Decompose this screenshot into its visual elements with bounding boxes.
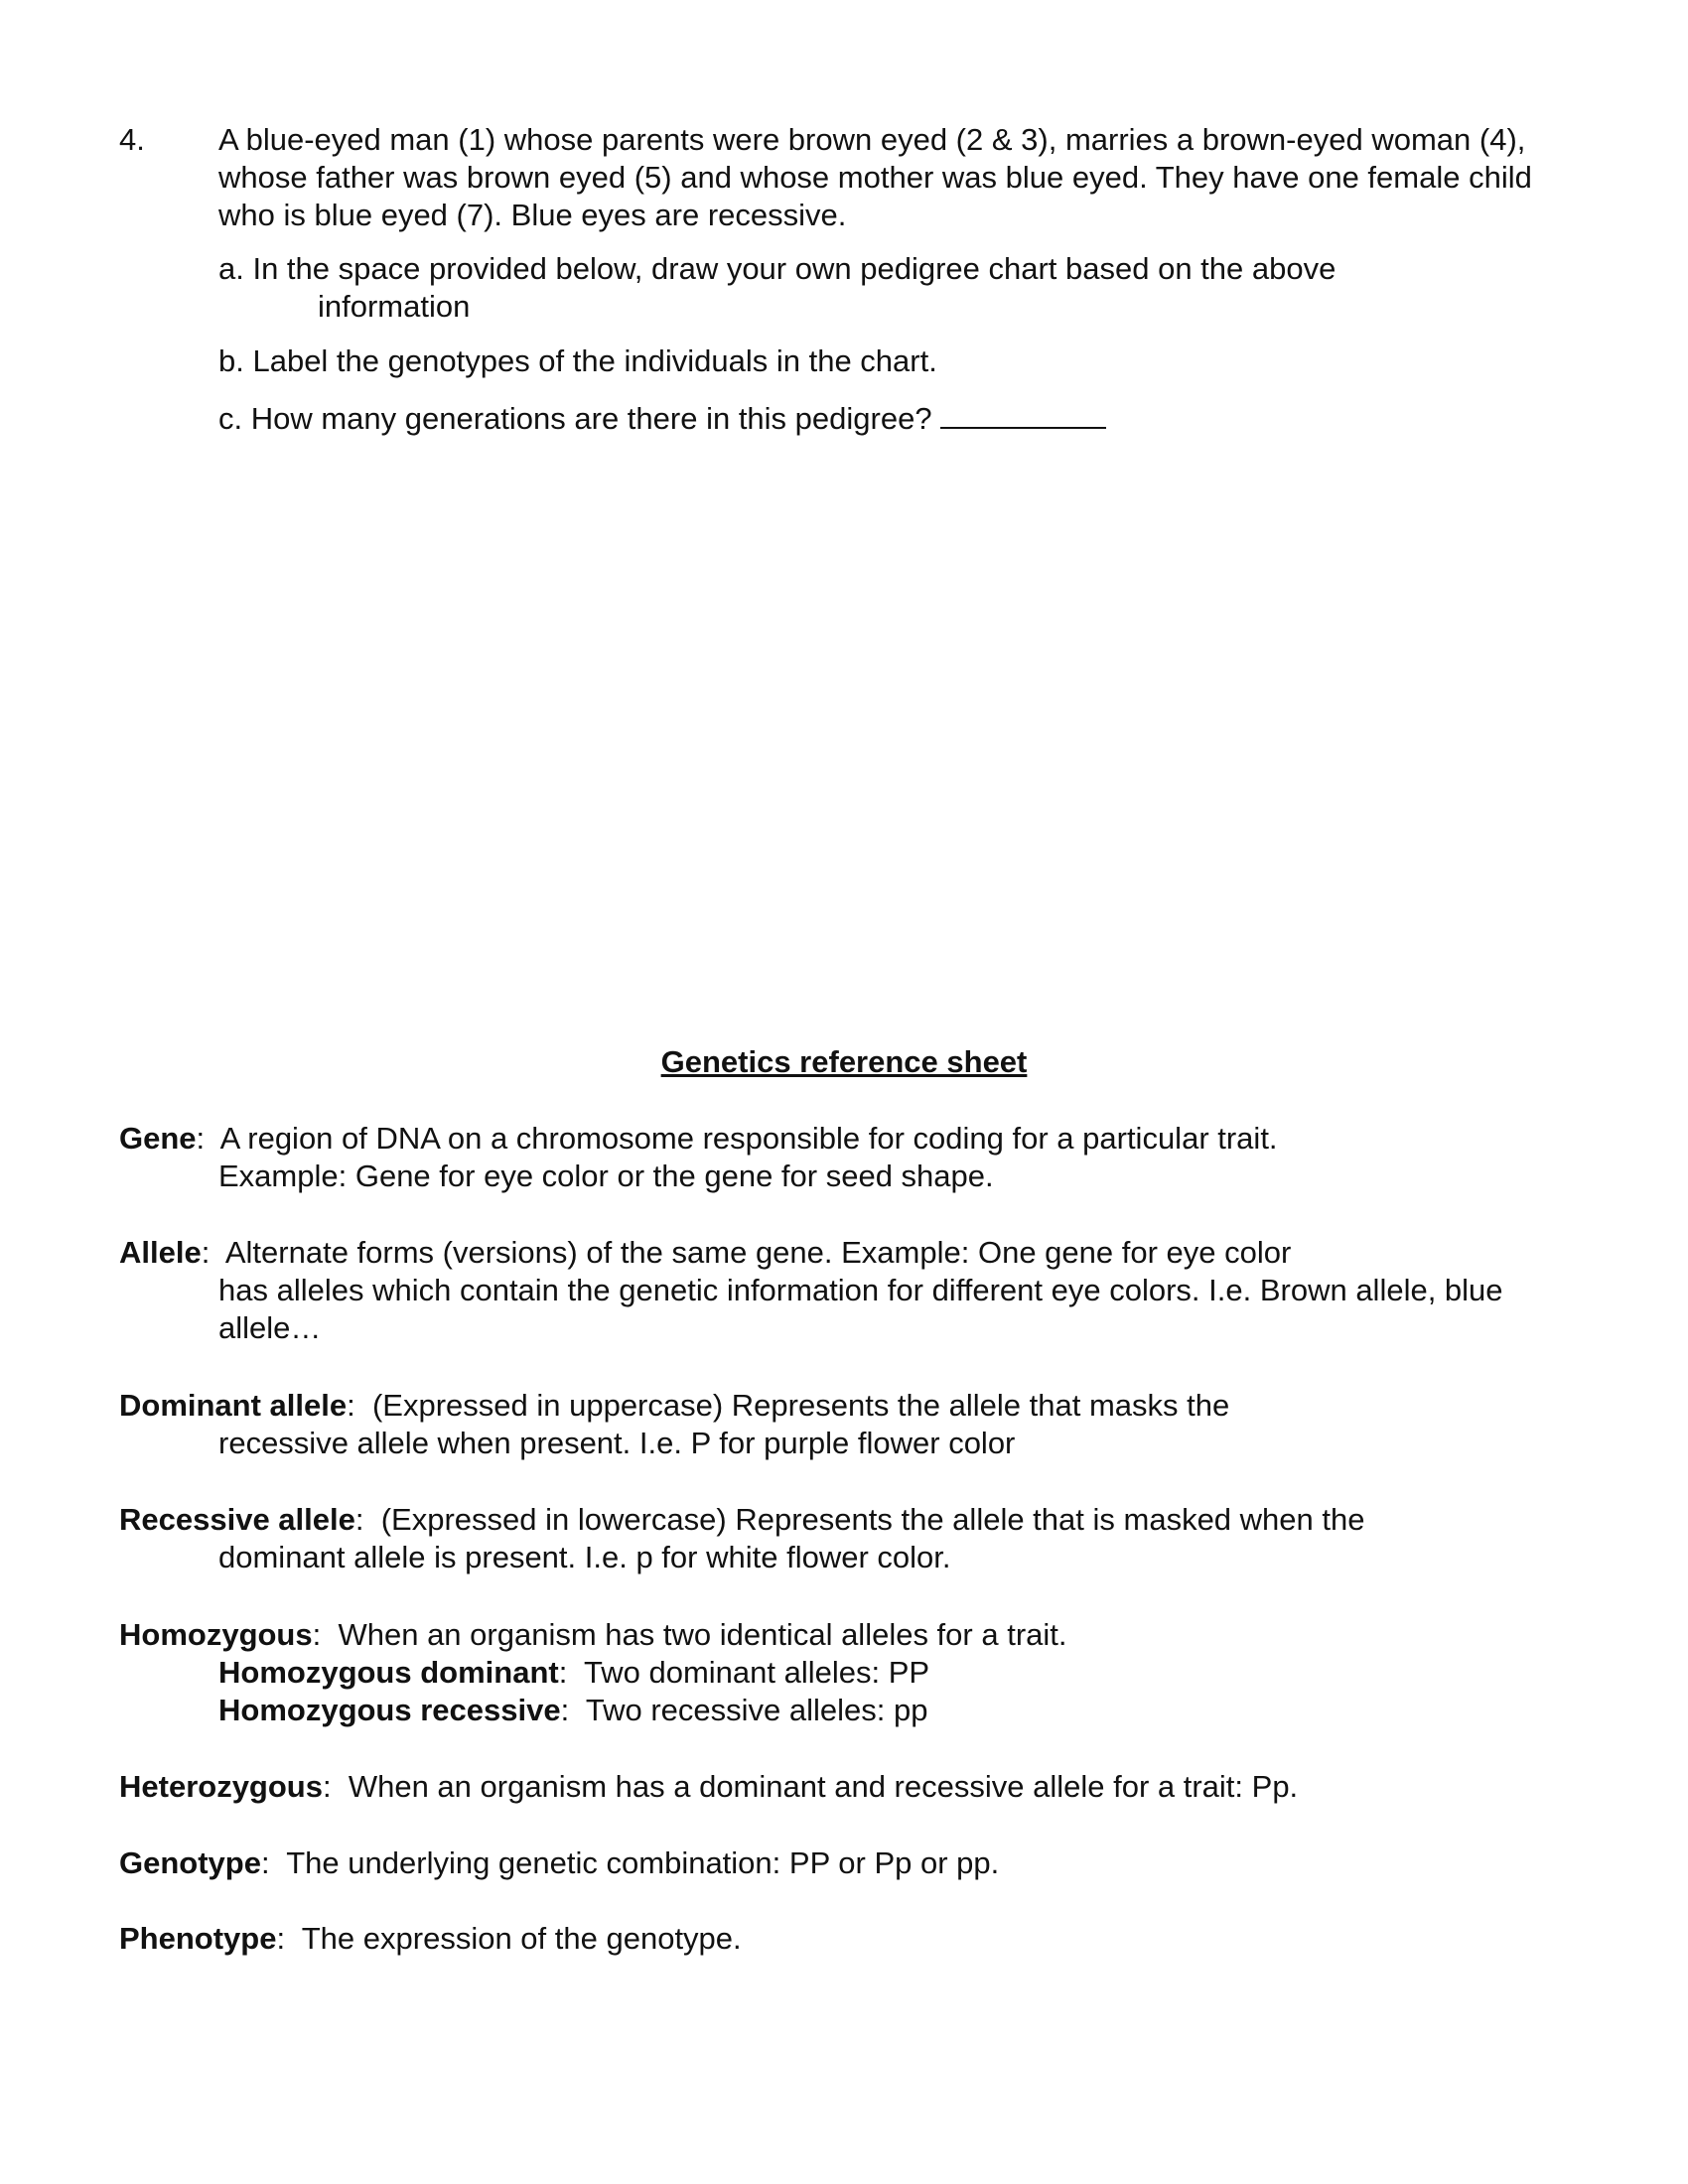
subterm-definition: Two recessive alleles: pp — [585, 1693, 928, 1727]
part-a-continuation: information — [318, 289, 471, 324]
term-label: Homozygous — [119, 1617, 313, 1652]
definition-heterozygous: Heterozygous: When an organism has a dominant and recessive allele for a trait: Pp. — [119, 1769, 1299, 1804]
term-label: Genotype — [119, 1845, 261, 1880]
term-definition: When an organism has two identical alleles for a trait. — [338, 1617, 1067, 1652]
term-label: Gene — [119, 1121, 197, 1156]
reference-title: Genetics reference sheet — [660, 1044, 1028, 1079]
answer-blank[interactable] — [940, 397, 1106, 429]
term-label: Allele — [119, 1235, 202, 1270]
term-continuation: dominant allele is present. I.e. p for white flower color. — [218, 1540, 951, 1574]
question-number: 4. — [119, 122, 145, 157]
subterm-label: Homozygous dominant — [218, 1655, 559, 1690]
question-stem: A blue-eyed man (1) whose parents were brown eyed (2 & 3), marries a brown-eyed woman (4), whose father was brown eyed (5) and whose mother was blue eyed. They have one female child who is blue eyed (7). Blue eyes are recessive. — [218, 122, 1532, 232]
term-continuation: has alleles which contain the genetic information for different eye colors. I.e. Brown allele, blue allele… — [218, 1273, 1503, 1345]
term-label: Phenotype — [119, 1921, 277, 1956]
term-example: Example: Gene for eye color or the gene for seed shape. — [218, 1159, 994, 1193]
term-definition: The underlying genetic combination: PP or Pp or pp. — [286, 1845, 1000, 1880]
term-label: Heterozygous — [119, 1769, 323, 1804]
part-a-text: a. In the space provided below, draw your own pedigree chart based on the above — [218, 251, 1336, 286]
term-definition: The expression of the genotype. — [301, 1921, 742, 1956]
term-definition: A region of DNA on a chromosome responsible for coding for a particular trait. — [219, 1121, 1278, 1156]
definition-dominant-allele: Dominant allele: (Expressed in uppercase) Represents the allele that masks the recessive allele when present. I.e. P for purple flower color — [119, 1387, 1589, 1462]
definition-phenotype: Phenotype: The expression of the genotype. — [119, 1921, 742, 1956]
pedigree-drawing-space[interactable] — [218, 467, 1470, 1003]
term-definition: Alternate forms (versions) of the same gene. Example: One gene for eye color — [224, 1235, 1292, 1270]
subterm-definition: Two dominant alleles: PP — [584, 1655, 930, 1690]
question-part-a — [218, 250, 1460, 326]
definition-homozygous: Homozygous: When an organism has two identical alleles for a trait. Homozygous dominant: Two dominant alleles: PP Homozygous recessive: Two recessive alleles: pp — [119, 1616, 1589, 1729]
part-c-text: c. How many generations are there in this pedigree? — [218, 401, 932, 436]
definition-gene: Gene: A region of DNA on a chromosome responsible for coding for a particular trait. Example: Gene for eye color or the gene for seed shape. — [119, 1120, 1589, 1195]
term-label: Dominant allele — [119, 1388, 348, 1423]
definition-genotype: Genotype: The underlying genetic combination: PP or Pp or pp. — [119, 1845, 1000, 1880]
term-definition: (Expressed in uppercase) Represents the allele that masks the — [371, 1388, 1230, 1423]
homozygous-recessive-line: Homozygous recessive: Two recessive alleles: pp — [218, 1693, 928, 1727]
term-definition: When an organism has a dominant and recessive allele for a trait: Pp. — [348, 1769, 1299, 1804]
term-definition: (Expressed in lowercase) Represents the allele that is masked when the — [380, 1502, 1365, 1537]
homozygous-dominant-line: Homozygous dominant: Two dominant alleles: PP — [218, 1655, 930, 1690]
subterm-label: Homozygous recessive — [218, 1693, 561, 1727]
definition-allele: Allele: Alternate forms (versions) of the same gene. Example: One gene for eye color has alleles which contain the genetic information for different eye colors. I.e. Brown allele, blue allele… — [119, 1234, 1589, 1347]
definition-recessive-allele: Recessive allele: (Expressed in lowercase) Represents the allele that is masked when the dominant allele is present. I.e. p for white flower color. — [119, 1501, 1589, 1576]
term-continuation: recessive allele when present. I.e. P for purple flower color — [218, 1426, 1016, 1460]
question-part-c — [218, 397, 1460, 438]
question-part-b: b. Label the genotypes of the individuals in the chart. — [218, 343, 937, 378]
term-label: Recessive allele — [119, 1502, 355, 1537]
